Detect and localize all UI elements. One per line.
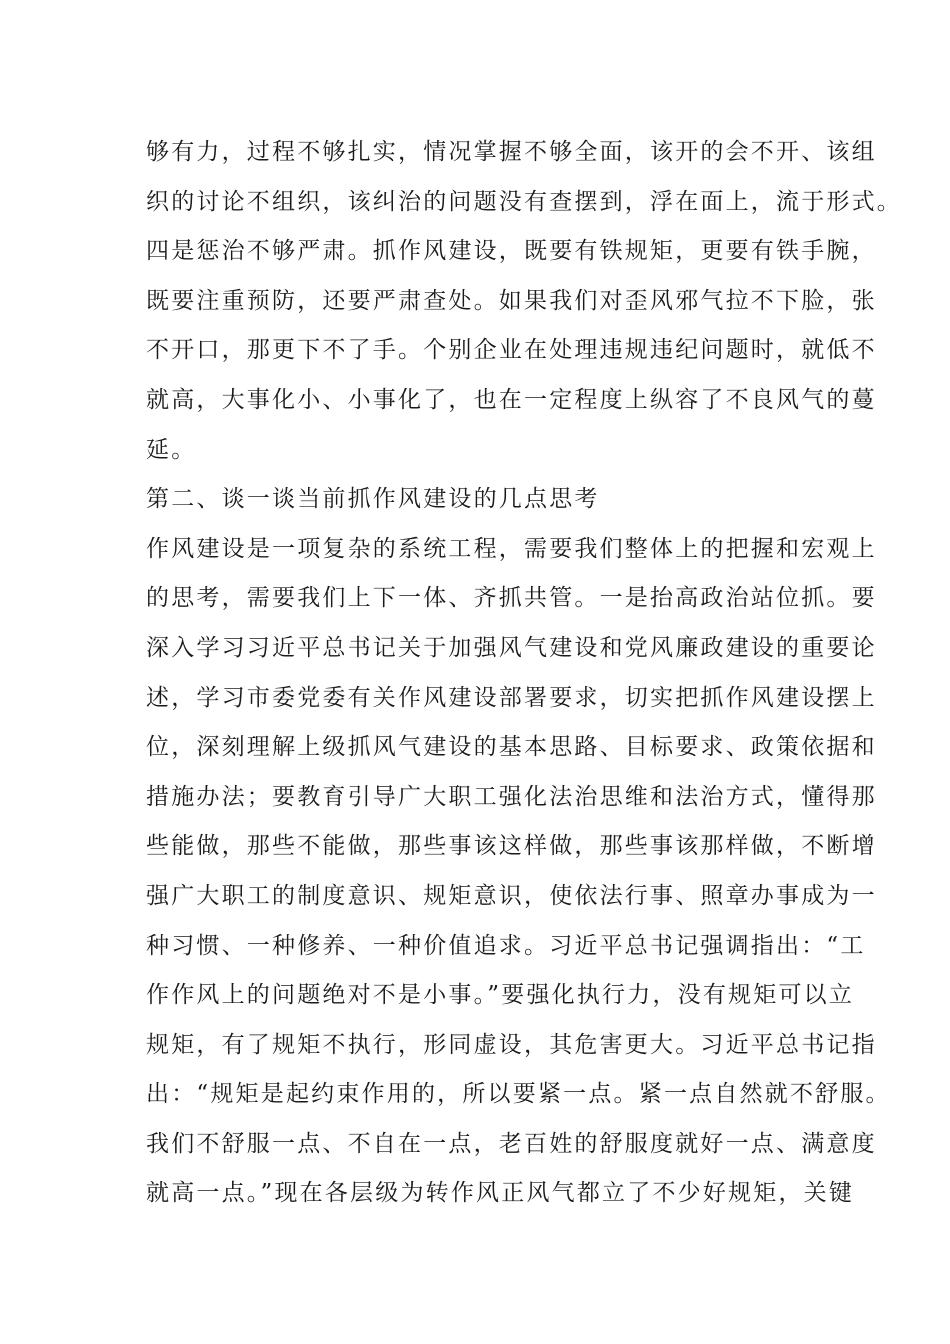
- text-line: 出：“规矩是起约束作用的，所以要紧一点。紧一点自然就不舒服。: [146, 1081, 891, 1108]
- text-line: 不开口，那更下不了手。个别企业在处理违规违纪问题时，就低不: [146, 337, 877, 364]
- body-text: [146, 128, 902, 1219]
- text-line: 强广大职工的制度意识、规矩意识，使依法行事、照章办事成为一: [146, 882, 877, 909]
- section-heading: 第二、谈一谈当前抓作风建设的几点思考: [146, 486, 600, 513]
- text-line: 延。: [146, 436, 197, 463]
- text-line: 够有力，过程不够扎实，情况掌握不够全面，该开的会不开、该组: [146, 139, 877, 165]
- text-line: 述，学习市委党委有关作风建设部署要求，切实把抓作风建设摆上: [146, 684, 877, 711]
- text-line: 的思考，需要我们上下一体、齐抓共管。一是抬高政治站位抓。要: [146, 585, 877, 612]
- text-line: 些能做，那些不能做，那些事该这样做，那些事该那样做，不断增: [146, 833, 877, 860]
- text-line: 就高，大事化小、小事化了，也在一定程度上纵容了不良风气的蔓: [146, 386, 877, 413]
- text-line: 深入学习习近平总书记关于加强风气建设和党风廉政建设的重要论: [146, 634, 877, 661]
- text-line: 织的讨论不组织，该纠治的问题没有查摆到，浮在面上，流于形式。: [146, 188, 902, 215]
- text-line: 作风建设是一项复杂的系统工程，需要我们整体上的把握和宏观上: [146, 535, 877, 562]
- text-line: 既要注重预防，还要严肃查处。如果我们对歪风邪气拉不下脸，张: [146, 287, 877, 314]
- text-line: 四是惩治不够严肃。抓作风建设，既要有铁规矩，更要有铁手腕，: [146, 238, 877, 265]
- text-line: 就高一点。”现在各层级为转作风正风气都立了不少好规矩，关键: [146, 1180, 855, 1207]
- text-line: 位，深刻理解上级抓风气建设的基本思路、目标要求、政策依据和: [146, 734, 877, 761]
- text-line: 我们不舒服一点、不自在一点，老百姓的舒服度就好一点、满意度: [146, 1130, 877, 1157]
- text-line: 作作风上的问题绝对不是小事。”要强化执行力，没有规矩可以立: [146, 982, 855, 1009]
- text-line: 种习惯、一种修养、一种价值追求。习近平总书记强调指出：“工: [146, 932, 866, 959]
- text-line: 措施办法；要教育引导广大职工强化法治思维和法治方式，懂得那: [146, 783, 877, 810]
- text-line: 规矩，有了规矩不执行，形同虚设，其危害更大。习近平总书记指: [146, 1031, 877, 1058]
